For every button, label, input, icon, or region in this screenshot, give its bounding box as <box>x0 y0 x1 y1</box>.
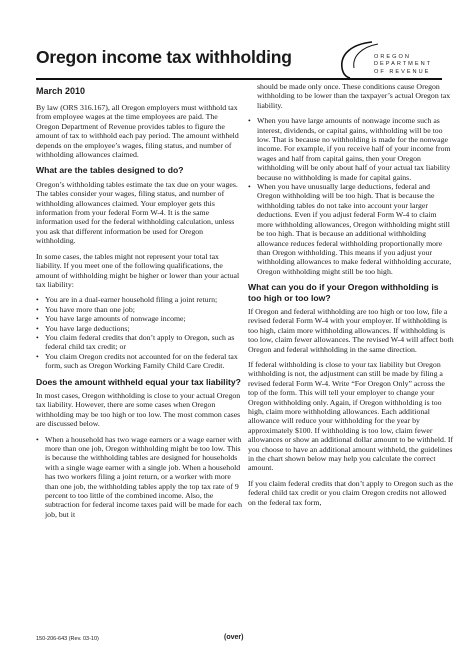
cases-list <box>36 435 242 520</box>
bullet-icon: • <box>248 116 251 126</box>
list-item <box>36 314 242 323</box>
list-item-text: When a household has two wage earners or a wage earner with more than one job, Oregon withholding might be too low. This is because the withholding tables are designed for households with a single wage earner with a single job. When a household has two workers filing a joint return, or a worker with more than one job, the withholding tables apply the top tax rate of 9 percent to too little of the combined income. Also, the subtraction for federal income taxes paid will be made for each job, but it <box>45 434 243 519</box>
list-item <box>248 116 454 182</box>
qualifications-list <box>36 295 242 370</box>
intro-paragraph: By law (ORS 316.167), all Oregon employers must withhold tax from employee wages at the time employees are paid. The Oregon Department of Revenue provides tables to figure the amount of tax to withhold each pay period. The amount withheld depends on the employee’s wages, filing status, and number of withholding allowances claimed. <box>36 103 239 160</box>
list-item <box>36 305 242 314</box>
list-item <box>248 182 454 276</box>
bullet-icon: • <box>36 323 39 333</box>
bullet-icon: • <box>248 182 251 192</box>
logo-text <box>374 54 432 76</box>
oregon-only-paragraph: If federal withholding is close to your tax liability but Oregon withholding is not, the adjustment can still be made by filing a revised federal Form W-4. Write “For Oregon Only” across the top of the form. This will tell your employer to change your Oregon withholding only. Again, if Oregon withholding is too high, claim more withholding allowances. Each additional allowance will reduce your withholding for the year by approximately $100. If withholding is too low, claim fewer allowances or show an additional dollar amount to be withheld. If you choose to have an additional amount withheld, the guidelines in the chart shown below may help you calculate the correct amount. <box>248 359 454 473</box>
list-item-text: When you have large amounts of nonwage income such as interest, dividends, or capital gains, withholding will be too low. That is because no withholding is made for the nonwage income. For example, if you receive half of your income from wages and half from capital gains, then your Oregon withholding will be only about half of your actual tax liability because no withholding is made for capital gains. <box>257 116 451 182</box>
heading-amount-withheld: Does the amount withheld equal your tax liability? <box>36 376 241 387</box>
logo-line-1: OREGON <box>374 54 411 60</box>
page-title: Oregon income tax withholding <box>36 47 292 67</box>
left-column <box>36 82 242 525</box>
list-item-text: You claim Oregon credits not accounted for on the federal tax form, such as Oregon Working Family Child Care Credit. <box>45 351 238 371</box>
logo-line-3: OF REVENUE <box>374 68 431 75</box>
list-item-text: You claim federal credits that don’t apply to Oregon, such as federal child tax credit; or <box>45 332 235 352</box>
oregon-revenue-logo <box>332 38 442 80</box>
over-label: (over) <box>224 634 244 641</box>
list-item <box>36 295 242 304</box>
list-item-text: When you have unusually large deductions, federal and Oregon withholding will be too high. That is because the withholding tables do not take into account your larger deductions. Even if you adjust federal Form W-4 to claim more withholding allowances, Oregon withholding might still be too high. That is because an additional withholding allowance reduces federal withholding proportionally more than Oregon withholding. This means if you adjust your withholding allowances to make federal withholding accurate, Oregon withholding might still be too high. <box>257 182 452 276</box>
right-column <box>248 82 454 513</box>
publication-date: March 2010 <box>36 86 86 96</box>
list-item <box>36 324 242 333</box>
title-rule <box>36 78 442 80</box>
list-item <box>36 333 242 352</box>
form-code: 150-206-643 (Rev. 03-10) <box>36 636 99 642</box>
heading-what-can-you-do: What can you do if your Oregon withholding is too high or too low? <box>248 282 439 303</box>
qualifications-paragraph: In some cases, the tables might not represent your total tax liability. If you meet one of the following qualifications, the amount of withholding might be higher or lower than your actual tax liability: <box>36 251 240 289</box>
bullet-icon: • <box>36 351 39 361</box>
revise-w4-paragraph: If Oregon and federal withholding are too high or too low, file a revised federal Form W-4 with your employer. If withholding is too high, claim more withholding allowances. If withholding is too low, claim fewer allowances. The revised W-4 will affect both Oregon and federal withholding in the same direction. <box>248 306 454 354</box>
list-item <box>36 435 242 520</box>
cases-list-continued <box>248 116 454 276</box>
continued-paragraph: should be made only once. These conditions cause Oregon withholding to be lower than the taxpayer’s actual Oregon tax liability. <box>257 82 451 110</box>
bullet-icon: • <box>36 295 39 305</box>
credits-paragraph: If you claim federal credits that don’t apply to Oregon such as the federal child tax credit or you claim Oregon credits not allowed on the federal tax form, <box>248 478 454 507</box>
heading-tables-designed: What are the tables designed to do? <box>36 165 184 176</box>
bullet-icon: • <box>36 332 39 342</box>
bullet-icon: • <box>36 434 39 444</box>
tax-liability-paragraph: In most cases, Oregon withholding is close to your actual Oregon tax liability. However, there are some cases when Oregon withholding may be too high or too low. The most common cases are discussed below. <box>36 390 241 429</box>
list-item-text: You have more than one job; <box>45 304 135 314</box>
list-item-text: You have large amounts of nonwage income; <box>45 314 186 324</box>
bullet-icon: • <box>36 314 39 324</box>
list-item-text: You have large deductions; <box>45 323 130 333</box>
logo-line-2: DEPARTMENT <box>374 61 433 68</box>
tables-paragraph: Oregon’s withholding tables estimate the tax due on your wages. The tables consider your wages, filing status, and number of withholding allowances claimed. Your employer gets this information from your federal Form W-4. It is the same information used for the federal withholding calculation, unless you ask that different information be used for Oregon withholding. <box>36 179 238 246</box>
list-item <box>36 352 242 371</box>
bullet-icon: • <box>36 304 39 314</box>
list-item-text: You are in a dual-earner household filing a joint return; <box>45 295 218 305</box>
